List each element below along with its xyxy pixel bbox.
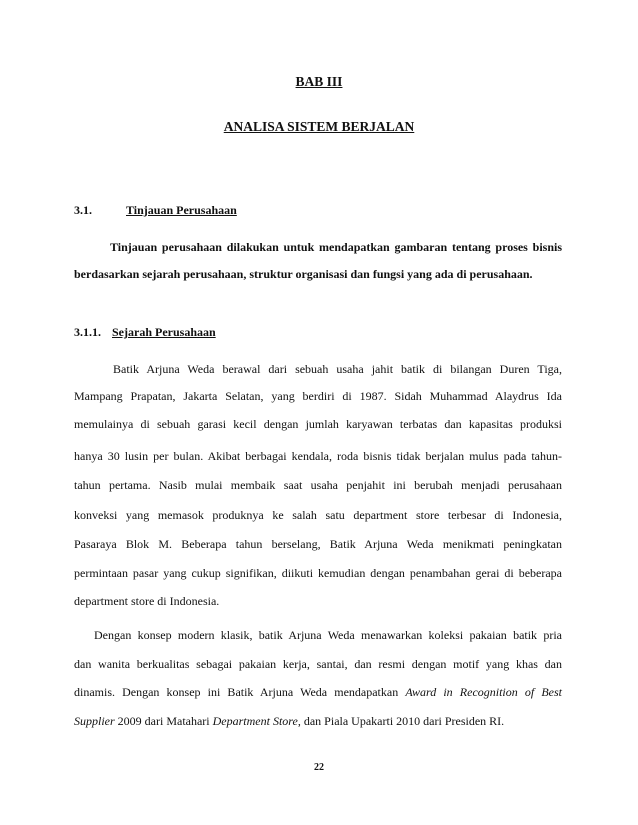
text-run: 2009 dari Matahari <box>114 714 213 728</box>
paragraph-line: Batik Arjuna Weda berawal dari sebuah usaha jahit batik di bilangan Duren Tiga, <box>113 362 562 376</box>
paragraph-line: Mampang Prapatan, Jakarta Selatan, yang berdiri di 1987. Sidah Muhammad Alaydrus Ida <box>74 389 562 403</box>
paragraph-line: dan wanita berkualitas sebagai pakaian kerja, santai, dan resmi dengan motif yang khas dan <box>74 657 562 671</box>
paragraph-line: hanya 30 lusin per bulan. Akibat berbagai kendala, roda bisnis tidak berjalan mulus pada tahun- <box>74 449 562 463</box>
paragraph-line: Tinjauan perusahaan dilakukan untuk mendapatkan gambaran tentang proses bisnis <box>110 240 562 254</box>
paragraph-line: konveksi yang memasok produknya ke salah satu department store terbesar di Indonesia, <box>74 508 562 522</box>
section-number: 3.1.1. <box>74 325 101 339</box>
paragraph-line: department store di Indonesia. <box>74 594 220 608</box>
paragraph-line: permintaan pasar yang cukup signifikan, diikuti kemudian dengan penambahan gerai di beberapa <box>74 566 562 580</box>
text-run: dinamis. Dengan konsep ini Batik Arjuna Weda mendapatkan <box>74 685 406 699</box>
paragraph-line: memulainya di sebuah garasi kecil dengan jumlah karyawan terbatas dan kapasitas produksi <box>74 417 562 431</box>
chapter-heading: BAB III <box>295 74 343 89</box>
paragraph-line: berdasarkan sejarah perusahaan, struktur organisasi dan fungsi yang ada di perusahaan. <box>74 267 533 281</box>
paragraph-line: tahun pertama. Nasib mulai membaik saat usaha penjahit ini berubah menjadi perusahaan <box>74 478 562 492</box>
page-number: 22 <box>314 762 324 773</box>
section-3-1-heading <box>74 203 237 218</box>
chapter-title: ANALISA SISTEM BERJALAN <box>223 119 415 134</box>
text-run: , dan Piala Upakarti 2010 dari Presiden RI. <box>297 714 505 728</box>
italic-text: Award in Recognition of Best <box>405 685 562 699</box>
section-title: Tinjauan Perusahaan <box>126 203 237 217</box>
section-number: 3.1. <box>74 203 92 217</box>
section-3-1-1-heading <box>74 325 216 340</box>
paragraph-line <box>74 714 562 728</box>
paragraph-line: Pasaraya Blok M. Beberapa tahun berselang, Batik Arjuna Weda menikmati peningkatan <box>74 537 562 551</box>
italic-text: Department Store <box>212 714 298 728</box>
paragraph-line <box>74 685 562 699</box>
italic-text: Supplier <box>74 714 115 728</box>
section-title: Sejarah Perusahaan <box>112 325 216 339</box>
paragraph-line: Dengan konsep modern klasik, batik Arjuna Weda menawarkan koleksi pakaian batik pria <box>94 628 562 642</box>
